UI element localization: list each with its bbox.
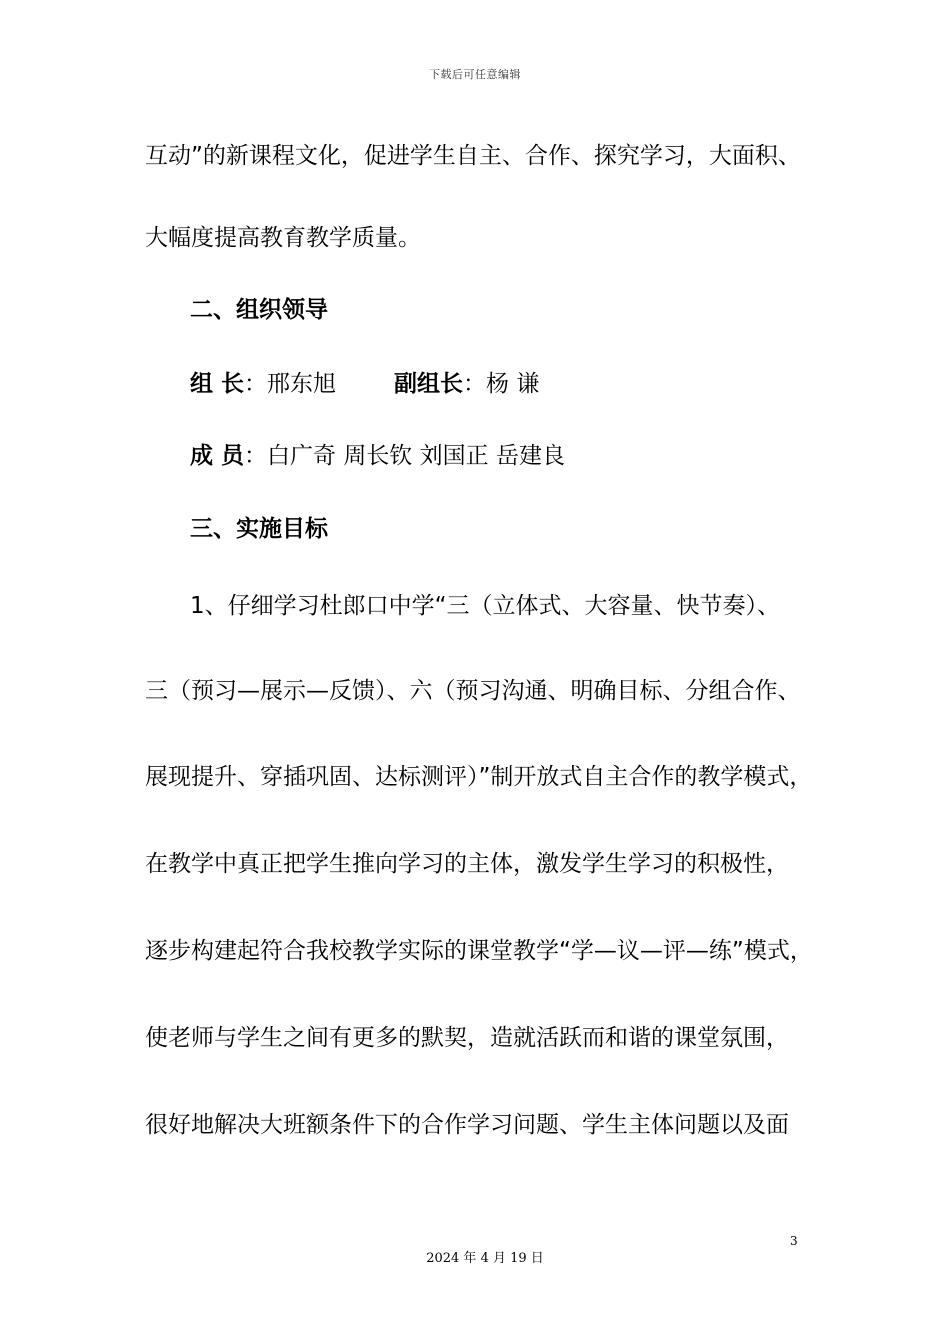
paragraph-line: 使老师与学生之间有更多的默契，造就活跃而和谐的课堂氛围， <box>145 1025 789 1051</box>
deputy-name: ：杨 谦 <box>463 371 540 397</box>
members-label: 成 员 <box>190 443 245 469</box>
paragraph-line: 大幅度提高教育教学质量。 <box>145 225 421 251</box>
paragraph-line: 在教学中真正把学生推向学习的主体，激发学生学习的积极性， <box>145 851 789 877</box>
section-heading-goals: 三、实施目标 <box>190 516 328 542</box>
paragraph-line: 展现提升、穿插巩固、达标测评）”制开放式自主合作的教学模式， <box>145 764 813 790</box>
footer-date: 2024 年 4 月 19 日 <box>426 1251 544 1266</box>
leader-name: ：邢东旭 <box>244 371 337 397</box>
paragraph-line: 逐步构建起符合我校教学实际的课堂教学“学—议—评—练”模式， <box>145 938 813 964</box>
deputy-label: 副组长 <box>394 371 464 397</box>
leader-label: 组 长 <box>190 371 245 397</box>
paragraph-line: 很好地解决大班额条件下的合作学习问题、学生主体问题以及面 <box>145 1112 789 1138</box>
page-number: 3 <box>790 1234 798 1248</box>
members-names: ：白广奇 周长钦 刘国正 岳建良 <box>244 443 565 469</box>
paragraph-line: 互动”的新课程文化，促进学生自主、合作、探究学习，大面积、 <box>145 143 801 169</box>
members-row <box>190 440 870 472</box>
page-header: 下载后可任意编辑 <box>429 68 521 81</box>
paragraph-line: 三（预习—展示—反馈）、六（预习沟通、明确目标、分组合作、 <box>145 678 801 704</box>
paragraph-line: 1、仔细学习杜郎口中学“三（立体式、大容量、快节奏）、 <box>190 593 781 619</box>
leader-row <box>190 368 870 400</box>
section-heading-organization: 二、组织领导 <box>190 297 328 323</box>
